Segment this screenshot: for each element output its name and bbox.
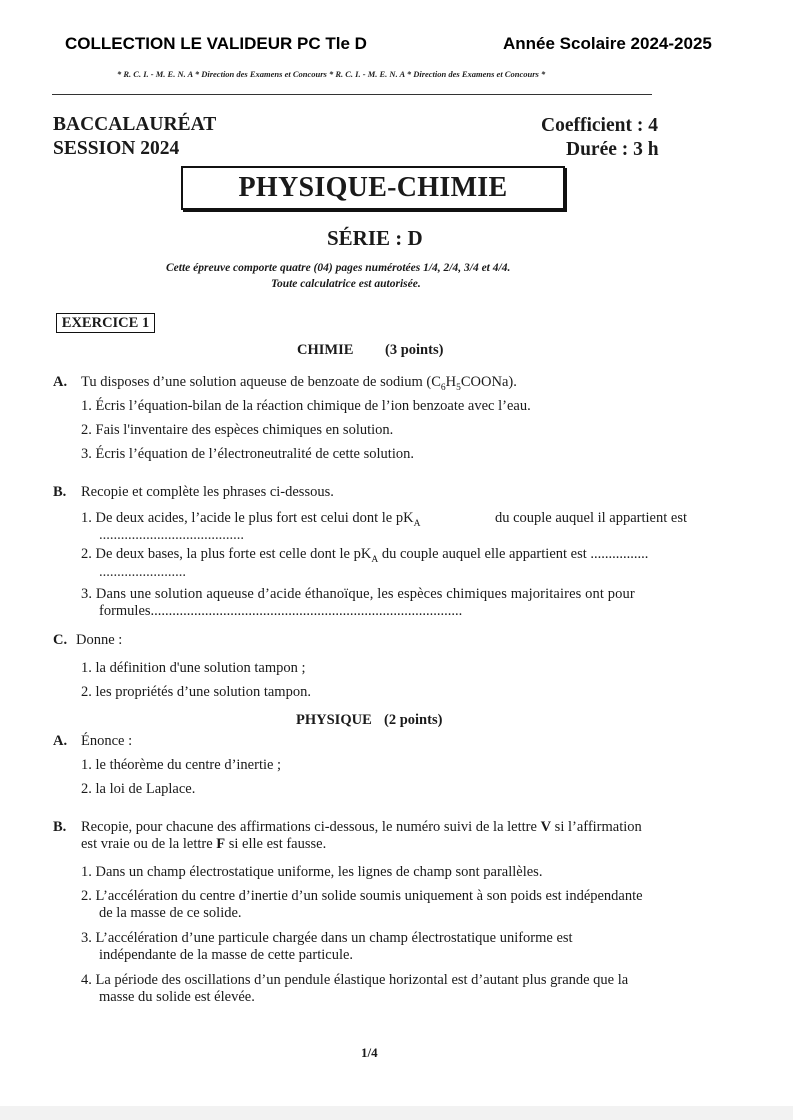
chimie-b-item-1-dots: ........................................ [99, 527, 244, 543]
duration: Durée : 3 h [566, 139, 659, 160]
physique-b-item-1: 1. Dans un champ électrostatique uniforme, les lignes de champ sont parallèles. [81, 864, 543, 880]
physique-b-letter: B. [53, 819, 67, 835]
physique-a-letter: A. [53, 733, 68, 749]
chimie-b-letter: B. [53, 484, 67, 500]
collection-title: COLLECTION LE VALIDEUR PC Tle D [65, 34, 367, 53]
chimie-b-item-2-dots: ........................ [99, 564, 186, 580]
chimie-b-item-3: 3. Dans une solution aqueuse d’acide éthanoïque, les espèces chimiques majoritaires ont pour [81, 586, 635, 602]
physique-a-intro: Énonce : [81, 733, 133, 749]
chimie-b-item-2: 2. De deux bases, la plus forte est celle dont le $pK_A$ du couple auquel elle appartient est ................ [81, 546, 649, 565]
chimie-c-item-1: 1. la définition d'une solution tampon ; [81, 660, 306, 676]
exam-title-line1: BACCALAURÉAT [53, 114, 217, 135]
subject-title-box [181, 166, 565, 210]
chimie-a-item-2: 2. Fais l'inventaire des espèces chimiques en solution. [81, 422, 394, 438]
school-year: Année Scolaire 2024-2025 [503, 34, 712, 53]
physique-b-item-2: 2. L’accélération du centre d’inertie d’un solide soumis uniquement à son poids est indépendante [81, 888, 643, 904]
physique-a-item-2: 2. la loi de Laplace. [81, 781, 196, 797]
exam-note-calculator: Toute calculatrice est autorisée. [271, 278, 421, 290]
chimie-c-intro: Donne : [76, 632, 123, 648]
chimie-c-letter: C. [53, 632, 68, 648]
scan-bottom-edge [0, 1106, 793, 1120]
physique-b-item-3-line2: indépendante de la masse de cette particule. [99, 947, 354, 963]
chimie-a-item-1: 1. Écris l’équation-bilan de la réaction chimique de l’ion benzoate avec l’eau. [81, 398, 531, 414]
exercise-label: EXERCICE 1 [61, 314, 150, 331]
chimie-a-item-3: 3. Écris l’équation de l’électroneutralité de cette solution. [81, 446, 414, 462]
subject-title: PHYSIQUE-CHIMIE [238, 172, 508, 203]
physique-b-item-2-line2: de la masse de ce solide. [99, 905, 242, 921]
page-number: 1/4 [361, 1045, 378, 1060]
physique-b-intro-line1: Recopie, pour chacune des affirmations ci-dessous, le numéro suivi de la lettre V si l’affirmation [81, 819, 642, 835]
exam-note-pages: Cette épreuve comporte quatre (04) pages numérotées 1/4, 2/4, 3/4 et 4/4. [166, 262, 511, 274]
chimie-points: (3 points) [385, 342, 444, 358]
chimie-c-item-2: 2. les propriétés d’une solution tampon. [81, 684, 311, 700]
physique-b-item-4: 4. La période des oscillations d’un pendule élastique horizontal est d’autant plus grande que la [81, 972, 629, 988]
header-rule [52, 94, 652, 95]
exercise-label-box [56, 313, 155, 333]
chimie-b-intro: Recopie et complète les phrases ci-dessous. [81, 484, 334, 500]
series-label: SÉRIE : D [327, 226, 423, 250]
physique-b-item-3: 3. L’accélération d’une particule chargée dans un champ électrostatique uniforme est [81, 930, 573, 946]
physique-b-item-4-line2: masse du solide est élevée. [99, 989, 255, 1005]
coefficient: Coefficient : 4 [541, 115, 658, 136]
physique-a-item-1: 1. le théorème du centre d’inertie ; [81, 757, 282, 773]
exam-title [53, 113, 216, 161]
exam-session: SESSION 2024 [53, 138, 180, 159]
chimie-a-intro: Tu disposes d’une solution aqueuse de benzoate de sodium $(C_6H_5COONa)$. [81, 374, 517, 393]
chimie-b-item-1: 1. De deux acides, l’acide le plus fort est celui dont le $pK_A$ du couple auquel il appartient est [81, 510, 687, 529]
chimie-a-letter: A. [53, 374, 68, 390]
physique-points: (2 points) [384, 712, 443, 728]
physique-b-intro-line2: est vraie ou de la lettre F si elle est fausse. [81, 836, 327, 852]
chimie-b-item-3-line2: formules...................................................................................... [99, 603, 463, 619]
chimie-heading: CHIMIE [297, 342, 354, 358]
physique-heading: PHYSIQUE [296, 712, 372, 728]
ministry-banner: * R. C. I. - M. E. N. A * Direction des Examens et Concours * R. C. I. - M. E. N. A * Direction des Examens et Concours * [117, 69, 546, 79]
